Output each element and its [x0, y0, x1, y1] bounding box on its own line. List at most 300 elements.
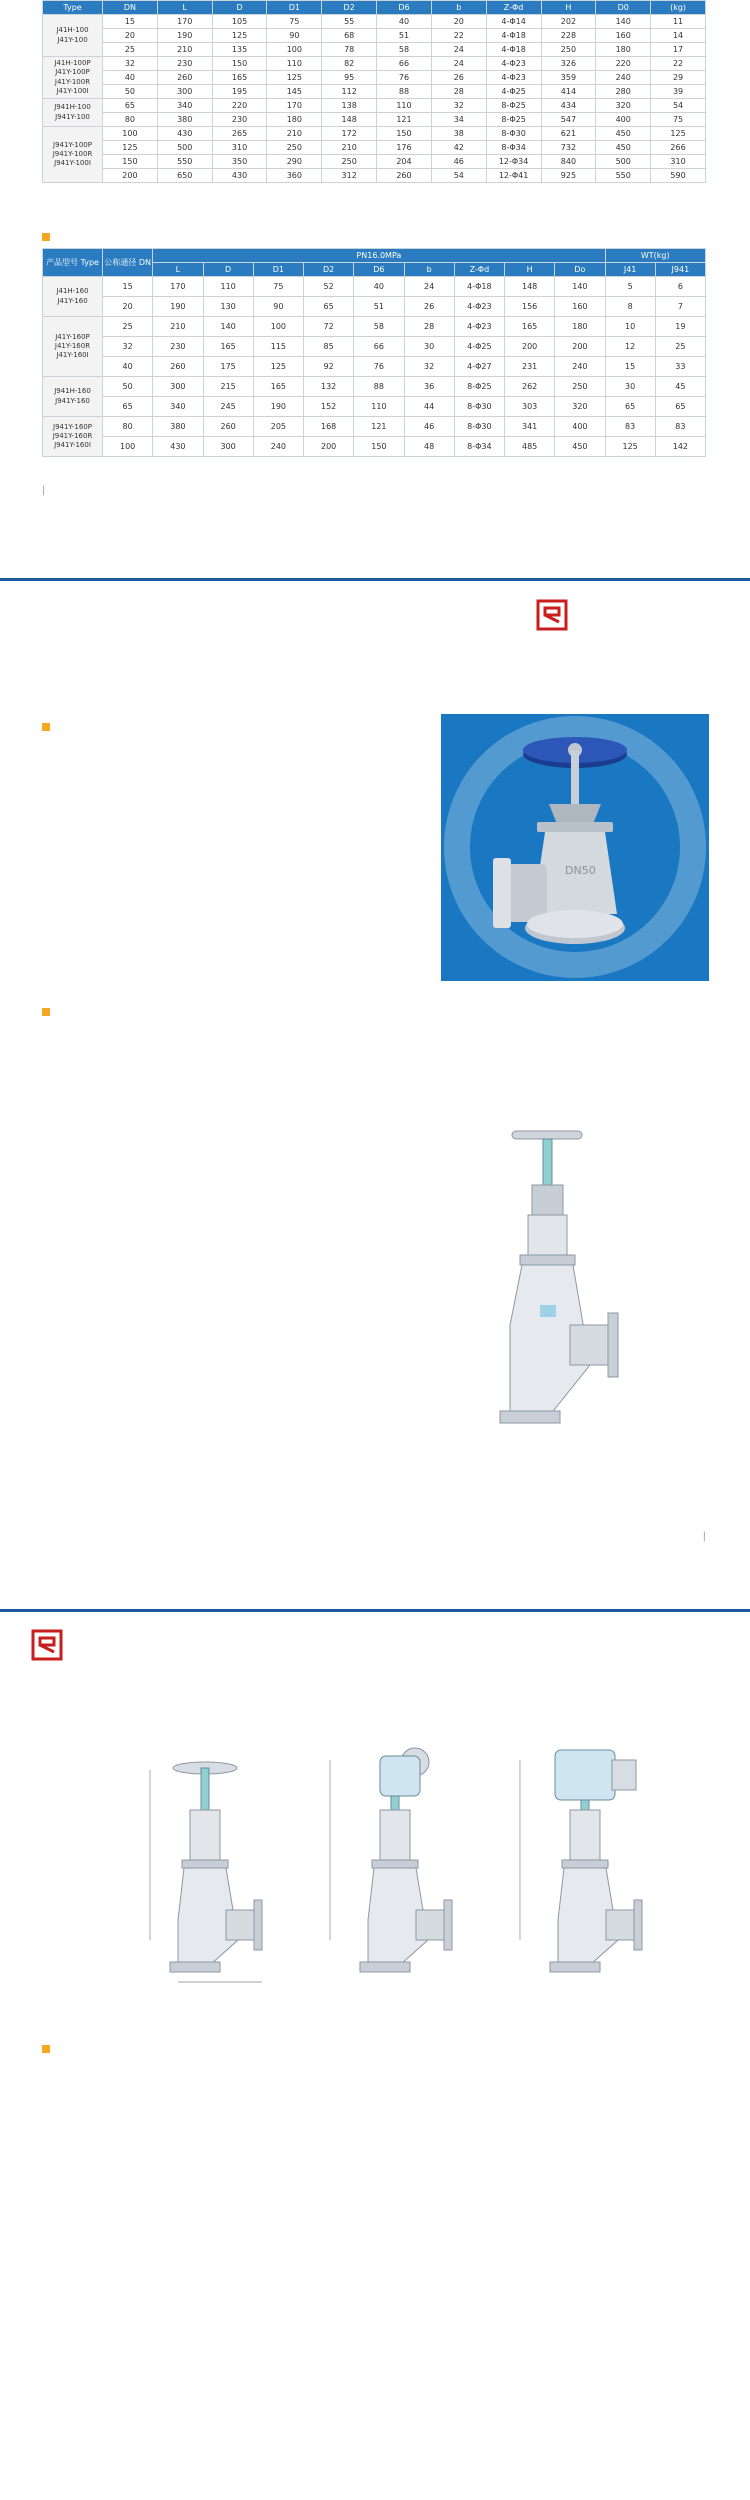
table-cell: 50 — [103, 85, 158, 99]
type-cell: J41Y-160P J41Y-160R J41Y-160I — [43, 317, 103, 377]
header-cell: J41 — [605, 263, 655, 277]
table-cell: 400 — [596, 113, 651, 127]
top-table-wrap — [42, 0, 706, 183]
table-cell: 840 — [541, 155, 596, 169]
variant-gear — [310, 1740, 480, 2010]
table-cell: 24 — [404, 277, 454, 297]
table-cell: 200 — [555, 337, 605, 357]
table-cell: 135 — [212, 43, 267, 57]
table-cell: 230 — [212, 113, 267, 127]
table-cell: 125 — [267, 71, 322, 85]
header-cell: J941 — [655, 263, 705, 277]
table-cell: 160 — [555, 297, 605, 317]
header-cell: Z-Φd — [454, 263, 504, 277]
table-cell: 142 — [655, 437, 705, 457]
table-cell: 46 — [431, 155, 486, 169]
table-row — [43, 169, 706, 183]
table-cell: 52 — [304, 277, 354, 297]
table-row — [43, 357, 706, 377]
table-cell: 262 — [505, 377, 555, 397]
table-cell: 121 — [377, 113, 432, 127]
table-cell: 40 — [354, 277, 404, 297]
table-cell: 160 — [596, 29, 651, 43]
top-dimension-table — [42, 0, 706, 183]
table-cell: 266 — [651, 141, 706, 155]
table-cell: 485 — [505, 437, 555, 457]
table-cell: 180 — [267, 113, 322, 127]
table-row — [43, 277, 706, 297]
header-cell: Type — [43, 1, 103, 15]
table-cell: 90 — [253, 297, 303, 317]
table-cell: 650 — [157, 169, 212, 183]
table-cell: 168 — [304, 417, 354, 437]
table-cell: 250 — [267, 141, 322, 155]
header-cell: b — [431, 1, 486, 15]
table-cell: 190 — [157, 29, 212, 43]
header-cell: D — [203, 263, 253, 277]
table-cell: 4-Φ23 — [486, 71, 541, 85]
header-cell: D — [212, 1, 267, 15]
type-cell: J41H-100 J41Y-100 — [43, 15, 103, 57]
table-cell: 130 — [203, 297, 253, 317]
table-cell: 19 — [655, 317, 705, 337]
table-cell: 105 — [212, 15, 267, 29]
table-cell: 210 — [267, 127, 322, 141]
table-cell: 300 — [157, 85, 212, 99]
table-cell: 25 — [103, 43, 158, 57]
table-cell: 414 — [541, 85, 596, 99]
table-row — [43, 127, 706, 141]
table-cell: 210 — [153, 317, 203, 337]
table-cell: 110 — [354, 397, 404, 417]
table-cell: 25 — [655, 337, 705, 357]
table-cell: 340 — [153, 397, 203, 417]
table-cell: 380 — [157, 113, 212, 127]
table-cell: 152 — [304, 397, 354, 417]
table-cell: 65 — [103, 397, 153, 417]
table-row — [43, 113, 706, 127]
table-cell: 228 — [541, 29, 596, 43]
table-cell: 65 — [655, 397, 705, 417]
variant-manual — [120, 1740, 290, 2010]
table-cell: 140 — [596, 15, 651, 29]
table-cell: 180 — [596, 43, 651, 57]
table-cell: 310 — [212, 141, 267, 155]
pn25-label — [42, 2056, 706, 2078]
footer-divider: | — [702, 1531, 706, 1542]
table-cell: 450 — [555, 437, 605, 457]
table-cell: 15 — [103, 15, 158, 29]
header-pn: PN16.0MPa — [153, 249, 605, 263]
table-cell: 28 — [404, 317, 454, 337]
table-cell: 48 — [404, 437, 454, 457]
table-cell: 4-Φ25 — [486, 85, 541, 99]
table-cell: 180 — [555, 317, 605, 337]
header-wt: WT(kg) — [605, 249, 706, 263]
table-cell: 39 — [651, 85, 706, 99]
table-cell: 34 — [431, 113, 486, 127]
table-cell: 75 — [253, 277, 303, 297]
table-cell: 4-Φ23 — [454, 317, 504, 337]
footer-divider: | — [42, 485, 46, 496]
header-divider-p27 — [0, 1609, 750, 1612]
header-cell: D6 — [354, 263, 404, 277]
table-cell: 360 — [267, 169, 322, 183]
header-cell: D0 — [596, 1, 651, 15]
type-cell: J41H-160 J41Y-160 — [43, 277, 103, 317]
table-cell: 65 — [304, 297, 354, 317]
table-cell: 215 — [203, 377, 253, 397]
table-cell: 260 — [153, 357, 203, 377]
table-cell: 65 — [605, 397, 655, 417]
table-cell: 80 — [103, 113, 158, 127]
table-cell: 45 — [655, 377, 705, 397]
table-cell: 100 — [267, 43, 322, 57]
variant-electric — [500, 1740, 680, 2010]
table-cell: 26 — [431, 71, 486, 85]
table-cell: 205 — [253, 417, 303, 437]
table-cell: 20 — [431, 15, 486, 29]
table-row — [43, 397, 706, 417]
table-cell: 6 — [655, 277, 705, 297]
header-cell: Z-Φd — [486, 1, 541, 15]
table-cell: 231 — [505, 357, 555, 377]
type-cell: J941Y-100P J941Y-100R J941Y-100I — [43, 127, 103, 183]
table-cell: 4-Φ18 — [454, 277, 504, 297]
table-row — [43, 43, 706, 57]
table-cell: 434 — [541, 99, 596, 113]
table-cell: 50 — [103, 377, 153, 397]
table-cell: 150 — [103, 155, 158, 169]
table-cell: 125 — [212, 29, 267, 43]
header-cell: Do — [555, 263, 605, 277]
table-row — [43, 297, 706, 317]
table-header-row — [43, 1, 706, 15]
table-cell: 150 — [212, 57, 267, 71]
table-cell: 51 — [354, 297, 404, 317]
table-cell: 38 — [431, 127, 486, 141]
table-cell: 148 — [322, 113, 377, 127]
table-cell: 138 — [322, 99, 377, 113]
table-cell: 76 — [354, 357, 404, 377]
table-cell: 66 — [377, 57, 432, 71]
beld-logo-icon — [30, 1628, 64, 1662]
table-cell: 36 — [404, 377, 454, 397]
table-cell: 78 — [322, 43, 377, 57]
table-cell: 230 — [157, 57, 212, 71]
table-cell: 54 — [651, 99, 706, 113]
table-cell: 210 — [322, 141, 377, 155]
table-cell: 8-Φ34 — [486, 141, 541, 155]
table-cell: 380 — [153, 417, 203, 437]
table-cell: 58 — [377, 43, 432, 57]
table-cell: 260 — [377, 169, 432, 183]
table-cell: 88 — [377, 85, 432, 99]
table-cell: 4-Φ23 — [454, 297, 504, 317]
table-cell: 190 — [253, 397, 303, 417]
table-cell: 450 — [596, 127, 651, 141]
table-cell: 300 — [203, 437, 253, 457]
table-cell: 14 — [651, 29, 706, 43]
table-cell: 8-Φ25 — [454, 377, 504, 397]
table-cell: 15 — [605, 357, 655, 377]
table-cell: 326 — [541, 57, 596, 71]
table-cell: 75 — [267, 15, 322, 29]
table-cell: 68 — [322, 29, 377, 43]
table-cell: 112 — [322, 85, 377, 99]
parts-title-row — [42, 1001, 54, 1020]
table-row — [43, 417, 706, 437]
table-cell: 42 — [431, 141, 486, 155]
header-cell: D1 — [253, 263, 303, 277]
table-cell: 341 — [505, 417, 555, 437]
angle-globe-valve-photo-icon — [441, 714, 709, 981]
table-cell: 33 — [655, 357, 705, 377]
table-cell: 32 — [103, 337, 153, 357]
table-cell: 290 — [267, 155, 322, 169]
variant-drawings — [120, 1740, 680, 2010]
table-cell: 100 — [253, 317, 303, 337]
table-cell: 40 — [103, 71, 158, 85]
section2-table-wrap — [42, 248, 706, 457]
table-cell: 4-Φ25 — [454, 337, 504, 357]
header-cell: L — [157, 1, 212, 15]
table-cell: 550 — [596, 169, 651, 183]
table-cell: 621 — [541, 127, 596, 141]
table-cell: 250 — [322, 155, 377, 169]
table-cell: 90 — [267, 29, 322, 43]
table-row — [43, 15, 706, 29]
table-cell: 24 — [431, 43, 486, 57]
table-cell: 125 — [605, 437, 655, 457]
table-cell: 24 — [431, 57, 486, 71]
table-cell: 10 — [605, 317, 655, 337]
table-cell: 320 — [555, 397, 605, 417]
header-type: 产品型号 Type — [43, 249, 103, 277]
table-cell: 20 — [103, 297, 153, 317]
manual-valve-drawing-icon — [120, 1740, 290, 1990]
table-cell: 110 — [267, 57, 322, 71]
header-cell: (kg) — [651, 1, 706, 15]
bullet-square-icon — [42, 1008, 50, 1016]
table-cell: 145 — [267, 85, 322, 99]
table-cell: 230 — [153, 337, 203, 357]
table-cell: 350 — [212, 155, 267, 169]
table-cell: 40 — [377, 15, 432, 29]
table-cell: 92 — [304, 357, 354, 377]
table-cell: 115 — [253, 337, 303, 357]
table-cell: 65 — [103, 99, 158, 113]
table-cell: 245 — [203, 397, 253, 417]
table-cell: 260 — [157, 71, 212, 85]
table-cell: 132 — [304, 377, 354, 397]
table-row — [43, 99, 706, 113]
valve-section-drawing-icon — [440, 1115, 655, 1500]
table-cell: 165 — [253, 377, 303, 397]
table-cell: 8-Φ30 — [454, 397, 504, 417]
table-cell: 100 — [103, 127, 158, 141]
header-cell: D2 — [322, 1, 377, 15]
header-cell: L — [153, 263, 203, 277]
table-cell: 340 — [157, 99, 212, 113]
table-cell: 170 — [267, 99, 322, 113]
table-cell: 250 — [555, 377, 605, 397]
conn-section — [42, 2038, 706, 2100]
table-cell: 210 — [157, 43, 212, 57]
table-row — [43, 155, 706, 169]
table-cell: 22 — [651, 57, 706, 71]
table-cell: 30 — [404, 337, 454, 357]
table-cell: 170 — [157, 15, 212, 29]
table-cell: 125 — [103, 141, 158, 155]
table-cell: 26 — [404, 297, 454, 317]
table-cell: 58 — [354, 317, 404, 337]
header-cell: DN — [103, 1, 158, 15]
table-cell: 7 — [655, 297, 705, 317]
table-row — [43, 71, 706, 85]
table-cell: 204 — [377, 155, 432, 169]
table-cell: 11 — [651, 15, 706, 29]
table-cell: 32 — [431, 99, 486, 113]
table-cell: 15 — [103, 277, 153, 297]
table-cell: 110 — [203, 277, 253, 297]
page26-footer — [702, 1524, 706, 1542]
bullet-square-icon — [42, 2045, 50, 2053]
product-photo — [441, 714, 709, 981]
table-cell: 240 — [253, 437, 303, 457]
table-cell: 4-Φ23 — [486, 57, 541, 71]
table-row — [43, 85, 706, 99]
sectional-drawing — [440, 1115, 655, 1500]
table-cell: 8 — [605, 297, 655, 317]
table-cell: 200 — [505, 337, 555, 357]
header-divider-p26 — [0, 578, 750, 581]
table-cell: 55 — [322, 15, 377, 29]
table-cell: 76 — [377, 71, 432, 85]
table-cell: 195 — [212, 85, 267, 99]
table-cell: 4-Φ18 — [486, 43, 541, 57]
type-cell: J941H-100 J941Y-100 — [43, 99, 103, 127]
table-cell: 500 — [157, 141, 212, 155]
table-cell: 280 — [596, 85, 651, 99]
header-cell: D1 — [267, 1, 322, 15]
brand-logo-p26 — [535, 592, 715, 642]
table-cell: 8-Φ25 — [486, 113, 541, 127]
table-cell: 190 — [153, 297, 203, 317]
table-cell: 8-Φ25 — [486, 99, 541, 113]
table-row — [43, 377, 706, 397]
table-row — [43, 57, 706, 71]
header-cell: b — [404, 263, 454, 277]
table-cell: 44 — [404, 397, 454, 417]
table-cell: 110 — [377, 99, 432, 113]
bullet-square-icon — [42, 723, 50, 731]
pn40-label — [42, 2078, 706, 2100]
table-cell: 220 — [212, 99, 267, 113]
table-cell: 88 — [354, 377, 404, 397]
table-cell: 925 — [541, 169, 596, 183]
table-row — [43, 337, 706, 357]
table-cell: 202 — [541, 15, 596, 29]
table-cell: 165 — [505, 317, 555, 337]
table-cell: 732 — [541, 141, 596, 155]
table-cell: 175 — [203, 357, 253, 377]
brand-logo-p27 — [30, 1622, 210, 1672]
table-cell: 590 — [651, 169, 706, 183]
header-cell: D2 — [304, 263, 354, 277]
header-dn: 公称通径 DN — [103, 249, 153, 277]
table-cell: 260 — [203, 417, 253, 437]
table-cell: 310 — [651, 155, 706, 169]
table-cell: 4-Φ18 — [486, 29, 541, 43]
section2-title-row — [42, 226, 706, 244]
table-cell: 300 — [153, 377, 203, 397]
table-cell: 5 — [605, 277, 655, 297]
table-cell: 430 — [157, 127, 212, 141]
table-cell: 12-Φ34 — [486, 155, 541, 169]
table-cell: 312 — [322, 169, 377, 183]
table-cell: 83 — [655, 417, 705, 437]
conn-title-row — [42, 2038, 706, 2056]
table-cell: 303 — [505, 397, 555, 417]
page25-footer — [42, 478, 46, 496]
table-cell: 40 — [103, 357, 153, 377]
table-cell: 250 — [541, 43, 596, 57]
table-cell: 22 — [431, 29, 486, 43]
table-cell: 121 — [354, 417, 404, 437]
application-section — [42, 716, 432, 743]
table-cell: 12-Φ41 — [486, 169, 541, 183]
table-cell: 547 — [541, 113, 596, 127]
table-cell: 4-Φ14 — [486, 15, 541, 29]
header-cell: H — [505, 263, 555, 277]
gear-valve-drawing-icon — [310, 1740, 480, 1990]
table-cell: 170 — [153, 277, 203, 297]
table-cell: 240 — [596, 71, 651, 85]
table-row — [43, 141, 706, 155]
table-cell: 140 — [203, 317, 253, 337]
table-cell: 359 — [541, 71, 596, 85]
electric-valve-drawing-icon — [500, 1740, 680, 1990]
table-cell: 150 — [354, 437, 404, 457]
table-cell: 156 — [505, 297, 555, 317]
table-row — [43, 317, 706, 337]
table-row — [43, 29, 706, 43]
table-cell: 200 — [304, 437, 354, 457]
table-cell: 100 — [103, 437, 153, 457]
table-cell: 72 — [304, 317, 354, 337]
table-cell: 200 — [103, 169, 158, 183]
table-header-row — [43, 249, 706, 263]
table-row — [43, 437, 706, 457]
table-cell: 4-Φ27 — [454, 357, 504, 377]
table-cell: 140 — [555, 277, 605, 297]
table-cell: 83 — [605, 417, 655, 437]
table-cell: 20 — [103, 29, 158, 43]
table-cell: 400 — [555, 417, 605, 437]
table-cell: 450 — [596, 141, 651, 155]
table-cell: 8-Φ34 — [454, 437, 504, 457]
table-cell: 66 — [354, 337, 404, 357]
bullet-square-icon — [42, 233, 50, 241]
table-cell: 176 — [377, 141, 432, 155]
table-cell: 8-Φ30 — [454, 417, 504, 437]
table-cell: 265 — [212, 127, 267, 141]
table-cell: 82 — [322, 57, 377, 71]
table-cell: 148 — [505, 277, 555, 297]
table-cell: 25 — [103, 317, 153, 337]
table-cell: 32 — [404, 357, 454, 377]
